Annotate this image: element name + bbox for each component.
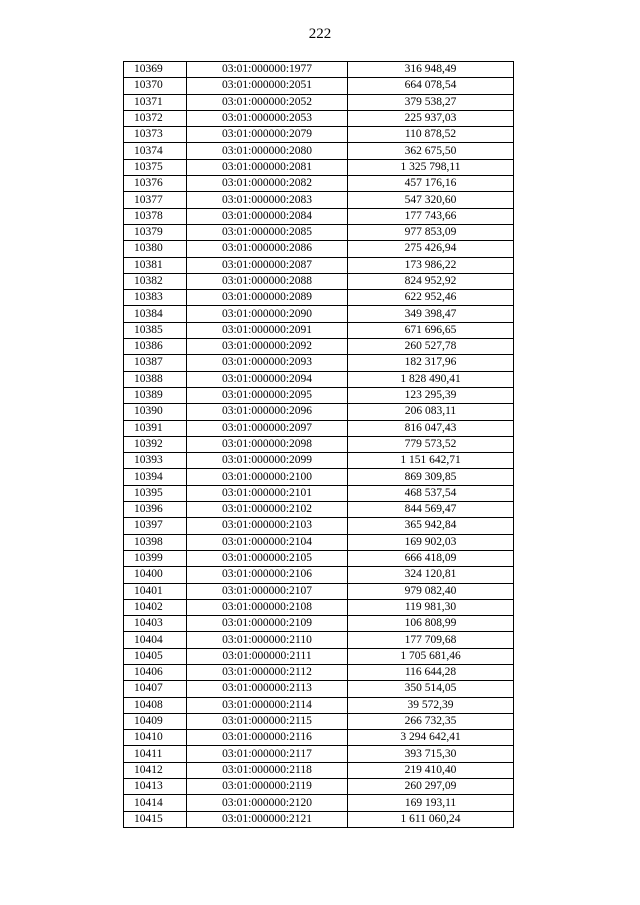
row-number-cell: 10397	[124, 518, 187, 534]
cadastral-number-cell: 03:01:000000:2052	[187, 94, 348, 110]
cadastral-number-cell: 03:01:000000:2101	[187, 485, 348, 501]
cadastral-number-cell: 03:01:000000:2105	[187, 550, 348, 566]
table-row	[124, 322, 514, 338]
cadastral-value-cell: 457 176,16	[348, 176, 514, 192]
row-number-cell: 10408	[124, 697, 187, 713]
row-number-cell: 10373	[124, 127, 187, 143]
row-number-cell: 10399	[124, 550, 187, 566]
table-row	[124, 648, 514, 664]
cadastral-value-cell: 1 325 798,11	[348, 159, 514, 175]
row-number-cell: 10413	[124, 779, 187, 795]
cadastral-value-cell: 671 696,65	[348, 322, 514, 338]
cadastral-number-cell: 03:01:000000:2109	[187, 616, 348, 632]
cadastral-number-cell: 03:01:000000:2085	[187, 224, 348, 240]
cadastral-value-cell: 362 675,50	[348, 143, 514, 159]
table-row	[124, 583, 514, 599]
row-number-cell: 10386	[124, 339, 187, 355]
row-number-cell: 10383	[124, 290, 187, 306]
cadastral-number-cell: 03:01:000000:2100	[187, 469, 348, 485]
table-row	[124, 469, 514, 485]
row-number-cell: 10415	[124, 811, 187, 827]
cadastral-value-cell: 123 295,39	[348, 387, 514, 403]
cadastral-number-cell: 03:01:000000:2103	[187, 518, 348, 534]
cadastral-number-cell: 03:01:000000:2083	[187, 192, 348, 208]
table-row	[124, 127, 514, 143]
cadastral-number-cell: 03:01:000000:2090	[187, 306, 348, 322]
cadastral-value-cell: 3 294 642,41	[348, 730, 514, 746]
cadastral-value-cell: 779 573,52	[348, 436, 514, 452]
cadastral-value-cell: 468 537,54	[348, 485, 514, 501]
cadastral-value-cell: 1 828 490,41	[348, 371, 514, 387]
table-row	[124, 762, 514, 778]
cadastral-number-cell: 03:01:000000:2120	[187, 795, 348, 811]
row-number-cell: 10398	[124, 534, 187, 550]
cadastral-value-cell: 393 715,30	[348, 746, 514, 762]
table-row	[124, 339, 514, 355]
row-number-cell: 10410	[124, 730, 187, 746]
table-row	[124, 746, 514, 762]
table-row	[124, 241, 514, 257]
cadastral-number-cell: 03:01:000000:2095	[187, 387, 348, 403]
row-number-cell: 10382	[124, 273, 187, 289]
cadastral-number-cell: 03:01:000000:2082	[187, 176, 348, 192]
row-number-cell: 10389	[124, 387, 187, 403]
cadastral-value-cell: 824 952,92	[348, 273, 514, 289]
row-number-cell: 10387	[124, 355, 187, 371]
row-number-cell: 10392	[124, 436, 187, 452]
table-row	[124, 110, 514, 126]
table-row	[124, 78, 514, 94]
cadastral-number-cell: 03:01:000000:2113	[187, 681, 348, 697]
table-row	[124, 273, 514, 289]
cadastral-value-cell: 547 320,60	[348, 192, 514, 208]
cadastral-value-cell: 116 644,28	[348, 664, 514, 680]
row-number-cell: 10391	[124, 420, 187, 436]
cadastral-number-cell: 03:01:000000:2114	[187, 697, 348, 713]
row-number-cell: 10376	[124, 176, 187, 192]
table-row	[124, 290, 514, 306]
cadastral-number-cell: 03:01:000000:2079	[187, 127, 348, 143]
cadastral-value-cell: 869 309,85	[348, 469, 514, 485]
cadastral-value-cell: 260 527,78	[348, 339, 514, 355]
row-number-cell: 10407	[124, 681, 187, 697]
row-number-cell: 10381	[124, 257, 187, 273]
cadastral-number-cell: 03:01:000000:2098	[187, 436, 348, 452]
cadastral-number-cell: 03:01:000000:2111	[187, 648, 348, 664]
table-row	[124, 143, 514, 159]
row-number-cell: 10400	[124, 567, 187, 583]
cadastral-number-cell: 03:01:000000:2092	[187, 339, 348, 355]
table-row	[124, 355, 514, 371]
table-row	[124, 567, 514, 583]
row-number-cell: 10414	[124, 795, 187, 811]
cadastral-number-cell: 03:01:000000:2080	[187, 143, 348, 159]
table-row	[124, 599, 514, 615]
table-row	[124, 62, 514, 78]
cadastral-number-cell: 03:01:000000:2099	[187, 453, 348, 469]
row-number-cell: 10390	[124, 404, 187, 420]
cadastral-value-cell: 844 569,47	[348, 502, 514, 518]
cadastral-value-cell: 379 538,27	[348, 94, 514, 110]
row-number-cell: 10403	[124, 616, 187, 632]
row-number-cell: 10384	[124, 306, 187, 322]
cadastral-number-cell: 03:01:000000:2097	[187, 420, 348, 436]
table-row	[124, 713, 514, 729]
table-row	[124, 550, 514, 566]
cadastral-number-cell: 03:01:000000:2115	[187, 713, 348, 729]
row-number-cell: 10395	[124, 485, 187, 501]
cadastral-number-cell: 03:01:000000:2096	[187, 404, 348, 420]
cadastral-number-cell: 03:01:000000:2088	[187, 273, 348, 289]
cadastral-value-cell: 1 705 681,46	[348, 648, 514, 664]
table-row	[124, 404, 514, 420]
cadastral-value-cell: 816 047,43	[348, 420, 514, 436]
table-row	[124, 616, 514, 632]
cadastral-number-cell: 03:01:000000:2086	[187, 241, 348, 257]
cadastral-value-cell: 979 082,40	[348, 583, 514, 599]
cadastral-number-cell: 03:01:000000:2121	[187, 811, 348, 827]
table-row	[124, 159, 514, 175]
row-number-cell: 10370	[124, 78, 187, 94]
row-number-cell: 10406	[124, 664, 187, 680]
row-number-cell: 10369	[124, 62, 187, 78]
table-row	[124, 811, 514, 827]
row-number-cell: 10385	[124, 322, 187, 338]
cadastral-value-cell: 177 709,68	[348, 632, 514, 648]
table-row	[124, 795, 514, 811]
row-number-cell: 10411	[124, 746, 187, 762]
row-number-cell: 10374	[124, 143, 187, 159]
cadastral-number-cell: 03:01:000000:2084	[187, 208, 348, 224]
row-number-cell: 10380	[124, 241, 187, 257]
row-number-cell: 10371	[124, 94, 187, 110]
cadastral-number-cell: 03:01:000000:2110	[187, 632, 348, 648]
cadastral-value-cell: 266 732,35	[348, 713, 514, 729]
row-number-cell: 10372	[124, 110, 187, 126]
cadastral-value-cell: 110 878,52	[348, 127, 514, 143]
table-row	[124, 94, 514, 110]
row-number-cell: 10377	[124, 192, 187, 208]
cadastral-value-cell: 1 611 060,24	[348, 811, 514, 827]
table-row	[124, 502, 514, 518]
cadastral-number-cell: 03:01:000000:2094	[187, 371, 348, 387]
row-number-cell: 10405	[124, 648, 187, 664]
cadastral-value-cell: 977 853,09	[348, 224, 514, 240]
table-row	[124, 306, 514, 322]
cadastral-value-cell: 260 297,09	[348, 779, 514, 795]
page-number: 222	[308, 26, 332, 42]
table-row	[124, 420, 514, 436]
table-row	[124, 632, 514, 648]
cadastral-number-cell: 03:01:000000:2116	[187, 730, 348, 746]
table-row	[124, 176, 514, 192]
table-row	[124, 192, 514, 208]
cadastral-value-cell: 275 426,94	[348, 241, 514, 257]
cadastral-value-cell: 225 937,03	[348, 110, 514, 126]
cadastral-number-cell: 03:01:000000:2053	[187, 110, 348, 126]
cadastral-value-cell: 350 514,05	[348, 681, 514, 697]
cadastral-value-cell: 169 902,03	[348, 534, 514, 550]
cadastral-value-cell: 106 808,99	[348, 616, 514, 632]
cadastral-value-cell: 365 942,84	[348, 518, 514, 534]
row-number-cell: 10388	[124, 371, 187, 387]
row-number-cell: 10402	[124, 599, 187, 615]
row-number-cell: 10379	[124, 224, 187, 240]
table-row	[124, 518, 514, 534]
table-row	[124, 257, 514, 273]
row-number-cell: 10393	[124, 453, 187, 469]
table-row	[124, 485, 514, 501]
cadastral-number-cell: 03:01:000000:1977	[187, 62, 348, 78]
table-row	[124, 730, 514, 746]
cadastral-number-cell: 03:01:000000:2108	[187, 599, 348, 615]
table-row	[124, 453, 514, 469]
cadastral-value-cell: 206 083,11	[348, 404, 514, 420]
cadastral-number-cell: 03:01:000000:2104	[187, 534, 348, 550]
table-row	[124, 208, 514, 224]
cadastral-value-cell: 173 986,22	[348, 257, 514, 273]
cadastral-value-cell: 349 398,47	[348, 306, 514, 322]
cadastral-value-cell: 1 151 642,71	[348, 453, 514, 469]
row-number-cell: 10409	[124, 713, 187, 729]
table-row	[124, 779, 514, 795]
table-body	[124, 62, 514, 828]
table-row	[124, 534, 514, 550]
cadastral-value-cell: 324 120,81	[348, 567, 514, 583]
row-number-cell: 10401	[124, 583, 187, 599]
cadastral-number-cell: 03:01:000000:2051	[187, 78, 348, 94]
table-row	[124, 436, 514, 452]
cadastral-value-cell: 316 948,49	[348, 62, 514, 78]
cadastral-number-cell: 03:01:000000:2091	[187, 322, 348, 338]
cadastral-value-cell: 182 317,96	[348, 355, 514, 371]
cadastral-number-cell: 03:01:000000:2093	[187, 355, 348, 371]
cadastral-value-cell: 664 078,54	[348, 78, 514, 94]
cadastral-number-cell: 03:01:000000:2087	[187, 257, 348, 273]
row-number-cell: 10404	[124, 632, 187, 648]
row-number-cell: 10396	[124, 502, 187, 518]
table-row	[124, 681, 514, 697]
table-row	[124, 697, 514, 713]
cadastral-number-cell: 03:01:000000:2112	[187, 664, 348, 680]
cadastral-number-cell: 03:01:000000:2118	[187, 762, 348, 778]
cadastral-number-cell: 03:01:000000:2119	[187, 779, 348, 795]
cadastral-value-cell: 666 418,09	[348, 550, 514, 566]
table-row	[124, 387, 514, 403]
cadastral-number-cell: 03:01:000000:2106	[187, 567, 348, 583]
cadastral-number-cell: 03:01:000000:2117	[187, 746, 348, 762]
cadastral-value-table	[123, 61, 514, 828]
row-number-cell: 10412	[124, 762, 187, 778]
row-number-cell: 10378	[124, 208, 187, 224]
cadastral-value-cell: 622 952,46	[348, 290, 514, 306]
row-number-cell: 10375	[124, 159, 187, 175]
table-row	[124, 224, 514, 240]
cadastral-value-cell: 119 981,30	[348, 599, 514, 615]
cadastral-number-cell: 03:01:000000:2089	[187, 290, 348, 306]
cadastral-value-cell: 39 572,39	[348, 697, 514, 713]
table-row	[124, 371, 514, 387]
cadastral-value-cell: 219 410,40	[348, 762, 514, 778]
cadastral-value-cell: 169 193,11	[348, 795, 514, 811]
row-number-cell: 10394	[124, 469, 187, 485]
cadastral-value-cell: 177 743,66	[348, 208, 514, 224]
cadastral-number-cell: 03:01:000000:2102	[187, 502, 348, 518]
cadastral-number-cell: 03:01:000000:2107	[187, 583, 348, 599]
cadastral-number-cell: 03:01:000000:2081	[187, 159, 348, 175]
table-row	[124, 664, 514, 680]
